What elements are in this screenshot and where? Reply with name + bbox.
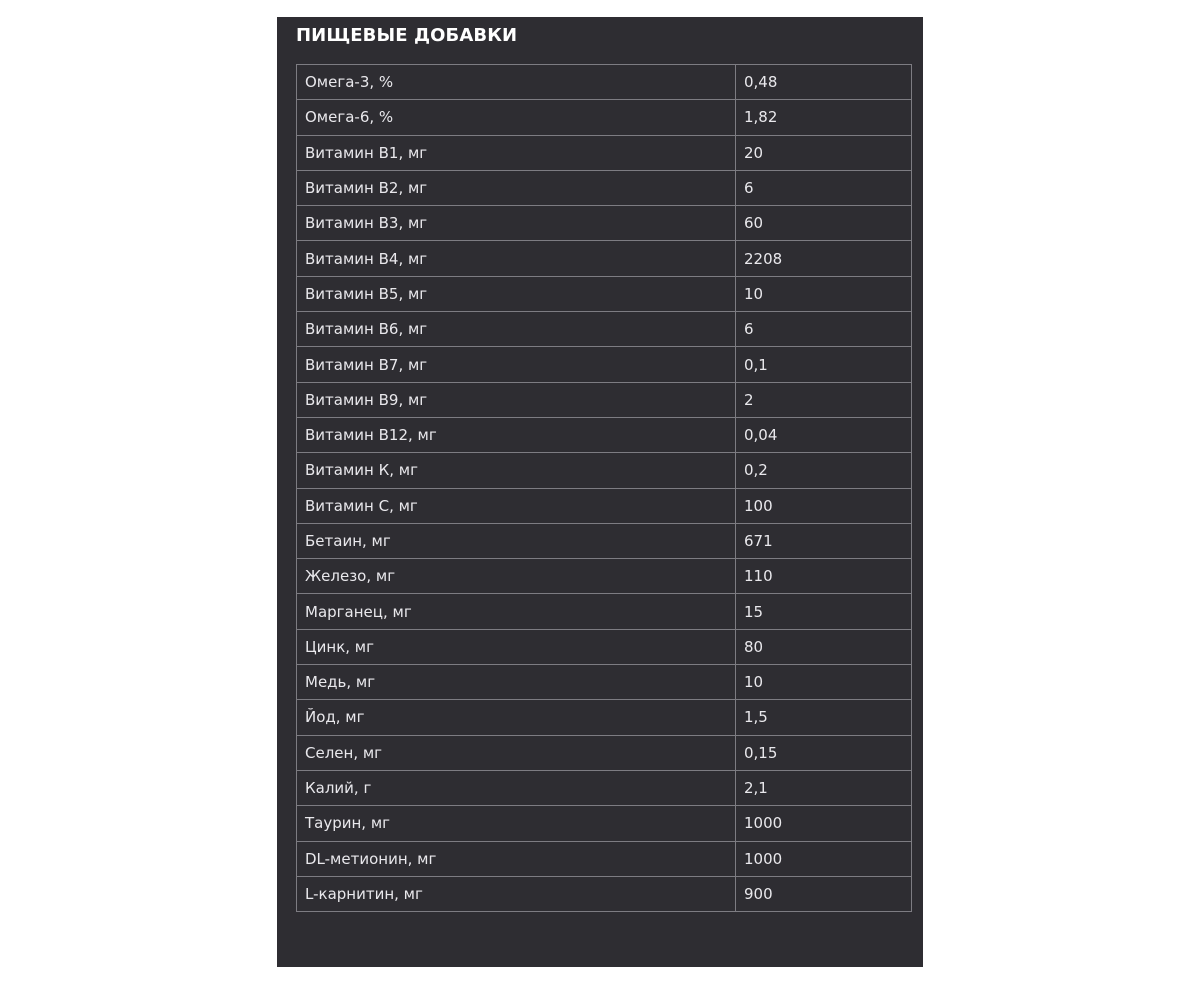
table-row — [297, 241, 912, 276]
additive-name: Витамин В5, мг — [297, 276, 736, 311]
table-row — [297, 276, 912, 311]
additive-value: 100 — [736, 488, 912, 523]
additive-name: Витамин В6, мг — [297, 312, 736, 347]
additive-value: 2,1 — [736, 770, 912, 805]
table-row — [297, 417, 912, 452]
additive-value: 10 — [736, 665, 912, 700]
additive-name: DL-метионин, мг — [297, 841, 736, 876]
additive-value: 10 — [736, 276, 912, 311]
additive-name: Цинк, мг — [297, 629, 736, 664]
additive-value: 0,04 — [736, 417, 912, 452]
table-row — [297, 876, 912, 911]
additive-value: 1000 — [736, 806, 912, 841]
table-row — [297, 312, 912, 347]
table-row — [297, 559, 912, 594]
additive-value: 1000 — [736, 841, 912, 876]
table-row — [297, 206, 912, 241]
additive-name: Таурин, мг — [297, 806, 736, 841]
table-row — [297, 629, 912, 664]
additive-value: 15 — [736, 594, 912, 629]
additive-value: 0,2 — [736, 453, 912, 488]
additive-name: Омега-3, % — [297, 65, 736, 100]
additive-value: 80 — [736, 629, 912, 664]
additive-value: 0,1 — [736, 347, 912, 382]
additive-name: Витамин В9, мг — [297, 382, 736, 417]
additive-name: Марганец, мг — [297, 594, 736, 629]
table-row — [297, 523, 912, 558]
additives-table-body — [297, 65, 912, 912]
additive-name: Бетаин, мг — [297, 523, 736, 558]
additive-value: 6 — [736, 312, 912, 347]
additive-name: Витамин К, мг — [297, 453, 736, 488]
table-row — [297, 594, 912, 629]
additive-name: Селен, мг — [297, 735, 736, 770]
additive-name: L-карнитин, мг — [297, 876, 736, 911]
additive-name: Витамин В7, мг — [297, 347, 736, 382]
additive-value: 900 — [736, 876, 912, 911]
table-row — [297, 100, 912, 135]
table-row — [297, 841, 912, 876]
table-row — [297, 347, 912, 382]
additive-name: Витамин В4, мг — [297, 241, 736, 276]
additive-name: Калий, г — [297, 770, 736, 805]
additive-value: 110 — [736, 559, 912, 594]
table-row — [297, 770, 912, 805]
additive-value: 0,15 — [736, 735, 912, 770]
additive-value: 20 — [736, 135, 912, 170]
table-row — [297, 135, 912, 170]
table-row — [297, 453, 912, 488]
table-row — [297, 735, 912, 770]
additives-table — [296, 64, 912, 912]
additive-value: 2208 — [736, 241, 912, 276]
additive-value: 6 — [736, 170, 912, 205]
additive-value: 1,5 — [736, 700, 912, 735]
section-title: ПИЩЕВЫЕ ДОБАВКИ — [296, 25, 518, 46]
additive-value: 2 — [736, 382, 912, 417]
additive-value: 60 — [736, 206, 912, 241]
additive-name: Витамин С, мг — [297, 488, 736, 523]
table-row — [297, 806, 912, 841]
additive-name: Йод, мг — [297, 700, 736, 735]
table-row — [297, 65, 912, 100]
additive-value: 1,82 — [736, 100, 912, 135]
additive-value: 0,48 — [736, 65, 912, 100]
food-additives-panel — [277, 17, 923, 967]
additive-name: Витамин В2, мг — [297, 170, 736, 205]
additive-name: Железо, мг — [297, 559, 736, 594]
additive-name: Омега-6, % — [297, 100, 736, 135]
additive-value: 671 — [736, 523, 912, 558]
table-row — [297, 170, 912, 205]
additive-name: Витамин В12, мг — [297, 417, 736, 452]
table-row — [297, 382, 912, 417]
table-row — [297, 700, 912, 735]
additive-name: Витамин В3, мг — [297, 206, 736, 241]
additive-name: Медь, мг — [297, 665, 736, 700]
table-row — [297, 488, 912, 523]
table-row — [297, 665, 912, 700]
additive-name: Витамин В1, мг — [297, 135, 736, 170]
